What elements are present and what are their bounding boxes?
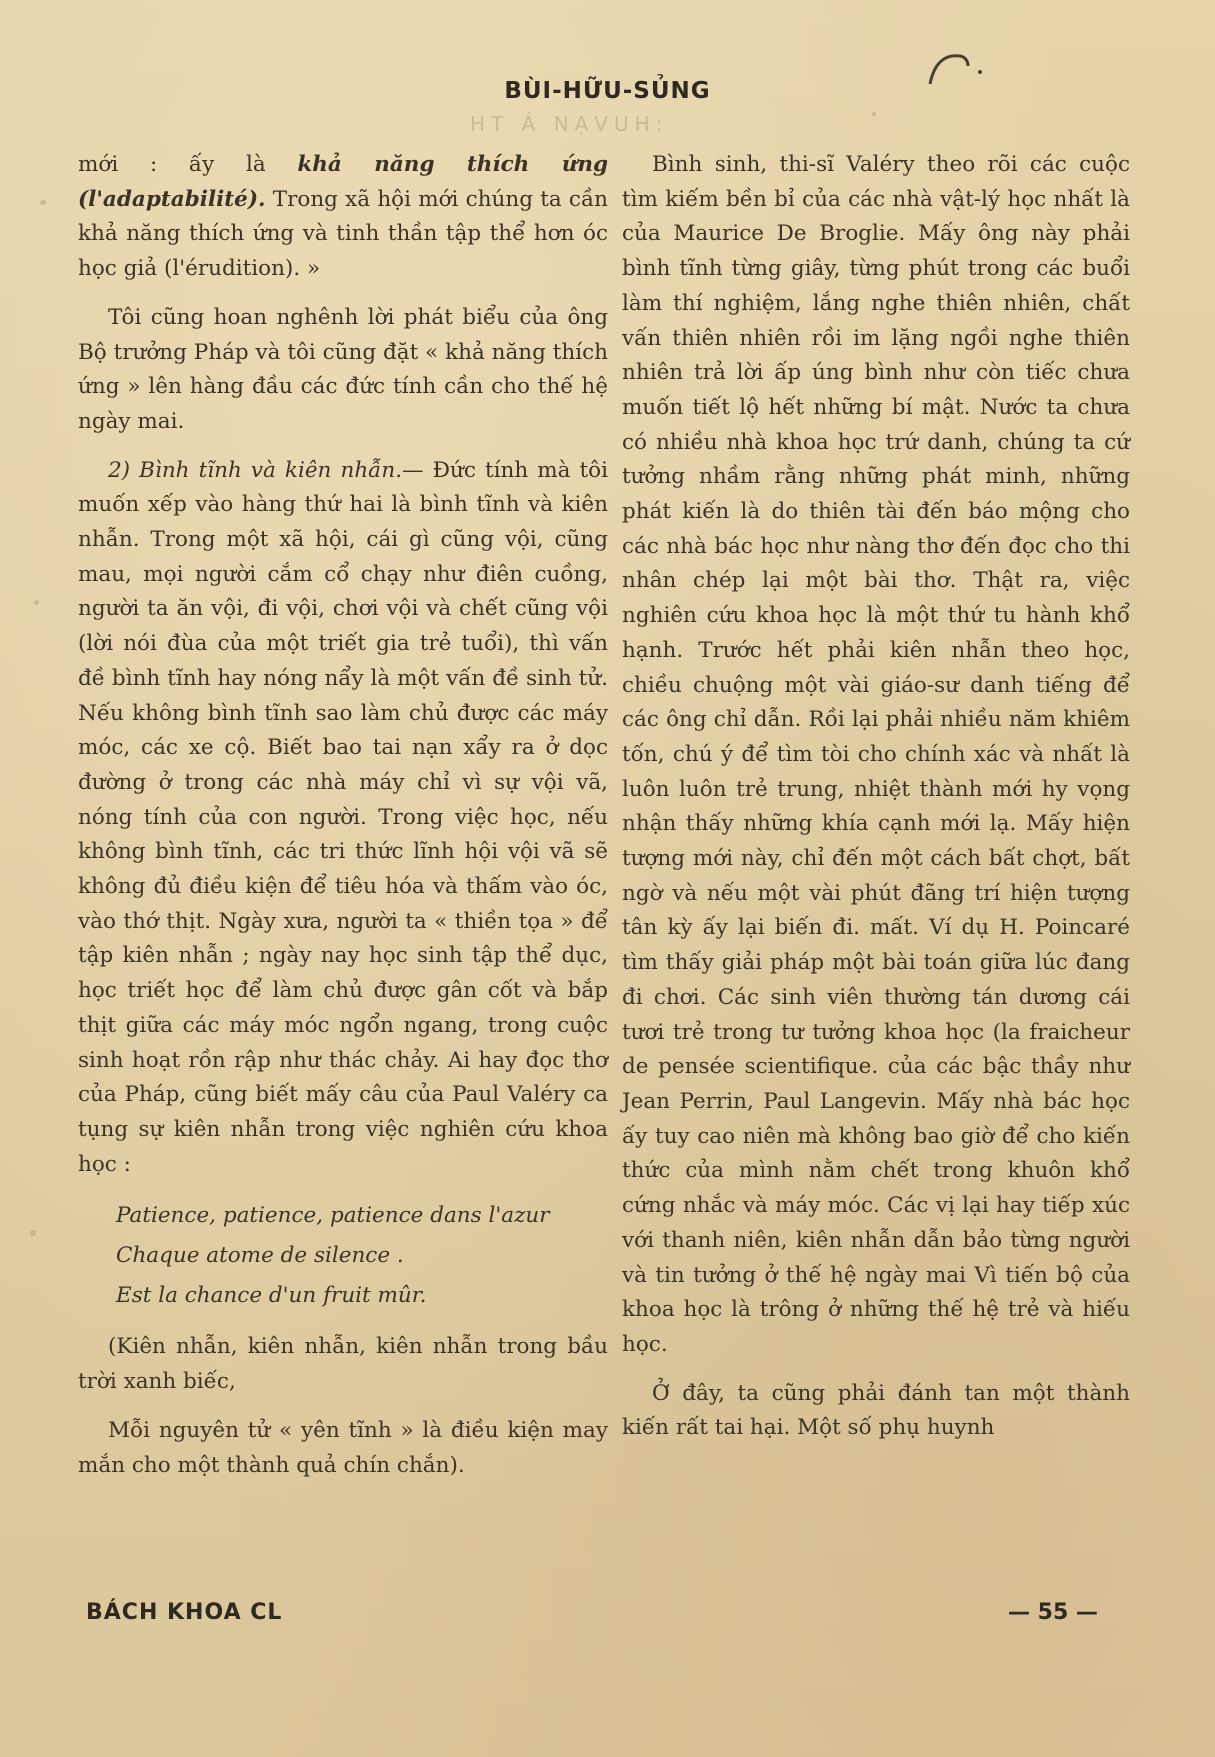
paragraph: mới : ấy là khả năng thích ứng (l'adaptabilité). Trong xã hội mới chúng ta cần khả năng thích ứng và tinh thần tập thể hơn óc học giả (l'érudition). » [78, 152, 608, 282]
running-header-author: BÙI-HỮU-SỦNG [504, 78, 711, 104]
translation: Mỗi nguyên tử « yên tĩnh » là điều kiện may mắn cho một thành quả chín chắn). [78, 1417, 608, 1478]
page-number: — 55 — [1008, 1600, 1098, 1625]
bleed-through-text: HT Á NẠVUH: [470, 112, 669, 136]
section-paragraph: 2) Bình tĩnh và kiên nhẫn.— Đức tính mà tôi muốn xếp vào hàng thứ hai là bình tĩnh và kiên nhẫn. Trong một xã hội, cái gì cũng vội, cũng mau, mọi người cắm cổ chạy như điên cuồng, người ta ăn vội, đi vội, chơi vội và chết cũng vội (lời nói đùa của một triết gia trẻ tuổi), thì vấn đề bình tĩnh hay nóng nẩy là một vấn đề sinh tử. Nếu không bình tĩnh sao làm chủ được các máy móc, các xe cộ. Biết bao tai nạn xẩy ra ở dọc đường ở trong các nhà máy chỉ vì sự vội vã, nóng tính của con người. Trong việc học, nếu không bình tĩnh, các tri thức lĩnh hội vội vã sẽ không đủ điều kiện để tiêu hóa và thấm vào óc, vào thớ thịt. Ngày xưa, người ta « thiền tọa » để tập kiên nhẫn ; ngày nay học sinh tập thể dục, học triết học để làm chủ được gân cốt và bắp thịt giữa các máy móc ngổn ngang, trong cuộc sinh hoạt rồn rập như thác chảy. Ai hay đọc thơ của Pháp, cũng biết mấy câu của Paul Valéry ca tụng sự kiên nhẫn trong việc nghiên cứu khoa học : [78, 457, 608, 1177]
right-column [622, 148, 1130, 1446]
magazine-name: BÁCH KHOA CL [86, 1600, 283, 1625]
paragraph: Bình sinh, thi-sĩ Valéry theo rõi các cuộc tìm kiếm bền bỉ của các nhà vật-lý học nhất là của Maurice De Broglie. Mấy ông này phải bình tĩnh từng giây, từng phút trong các buổi làm thí nghiệm, lắng nghe thiên nhiên, chất vấn thiên nhiên rồi im lặng ngồi nghe thiên nhiên trả lời ấp úng bình như còn tiếc chưa muốn tiết lộ hết những bí mật. Nước ta chưa có nhiều nhà khoa học trứ danh, chúng ta cứ tưởng nhầm rằng những phát minh, những phát kiến là do thiên tài đến báo mộng cho các nhà bác học như nàng thơ đến đọc cho thi nhân chép lại một bài thơ. Thật ra, việc nghiên cứu khoa học là một thứ tu hành khổ hạnh. Trước hết phải kiên nhẫn theo học, chiều chuộng một vài giáo-sư danh tiếng để các ông chỉ dẫn. Rồi lại phải nhiều năm khiêm tốn, chú ý để tìm tòi cho chính xác và nhất là luôn luôn trẻ trung, nhiệt thành mới hy vọng nhận thấy những khía cạnh mới lạ. Mấy hiện tượng mới này, chỉ đến một cách bất chợt, bất ngờ và nếu một vài phút đãng trí hiện tượng tân kỳ ấy lại biến đi. mất. Ví dụ H. Poincaré tìm thấy giải pháp một bài toán giữa lúc đang đi chơi. Các sinh viên thường tán dương cái tươi trẻ trong tư tưởng khoa học (la fraicheur de pensée scientifique. của các bậc thầy như Jean Perrin, Paul Langevin. Mấy nhà bác học ấy tuy cao niên mà không bao giờ để cho kiến thức của mình nằm chết trong khuôn khổ cứng nhắc và máy móc. Các vị lại hay tiếp xúc với thanh niên, kiên nhẫn dẫn bảo từng người và tin tưởng ở thế hệ ngày mai Vì tiến bộ của khoa học là trông ở những thế hệ trẻ và hiếu học. [622, 152, 1130, 1357]
verse-line: Est la chance d'un fruit mûr. [116, 1283, 427, 1309]
pencil-mark [926, 50, 986, 90]
emphasis-term: khả năng thích ứng (l'adaptabilité). [78, 152, 608, 212]
section-heading: 2) Bình tĩnh và kiên nhẫn.— [108, 457, 424, 483]
paragraph: Tôi cũng hoan nghênh lời phát biểu của ông Bộ trưởng Pháp và tôi cũng đặt « khả năng thích ứng » lên hàng đầu các đức tính cần cho thế hệ ngày mai. [78, 304, 608, 434]
translation: (Kiên nhẫn, kiên nhẫn, kiên nhẫn trong bầu trời xanh biếc, [78, 1334, 608, 1395]
verse-line: Patience, patience, patience dans l'azur [116, 1203, 550, 1229]
verse-quote [78, 1196, 608, 1316]
left-column [78, 148, 608, 1483]
paragraph: Ở đây, ta cũng phải đánh tan một thành kiến rất tai hại. Một số phụ huynh [622, 1380, 1130, 1441]
verse-line: Chaque atome de silence . [116, 1243, 404, 1269]
